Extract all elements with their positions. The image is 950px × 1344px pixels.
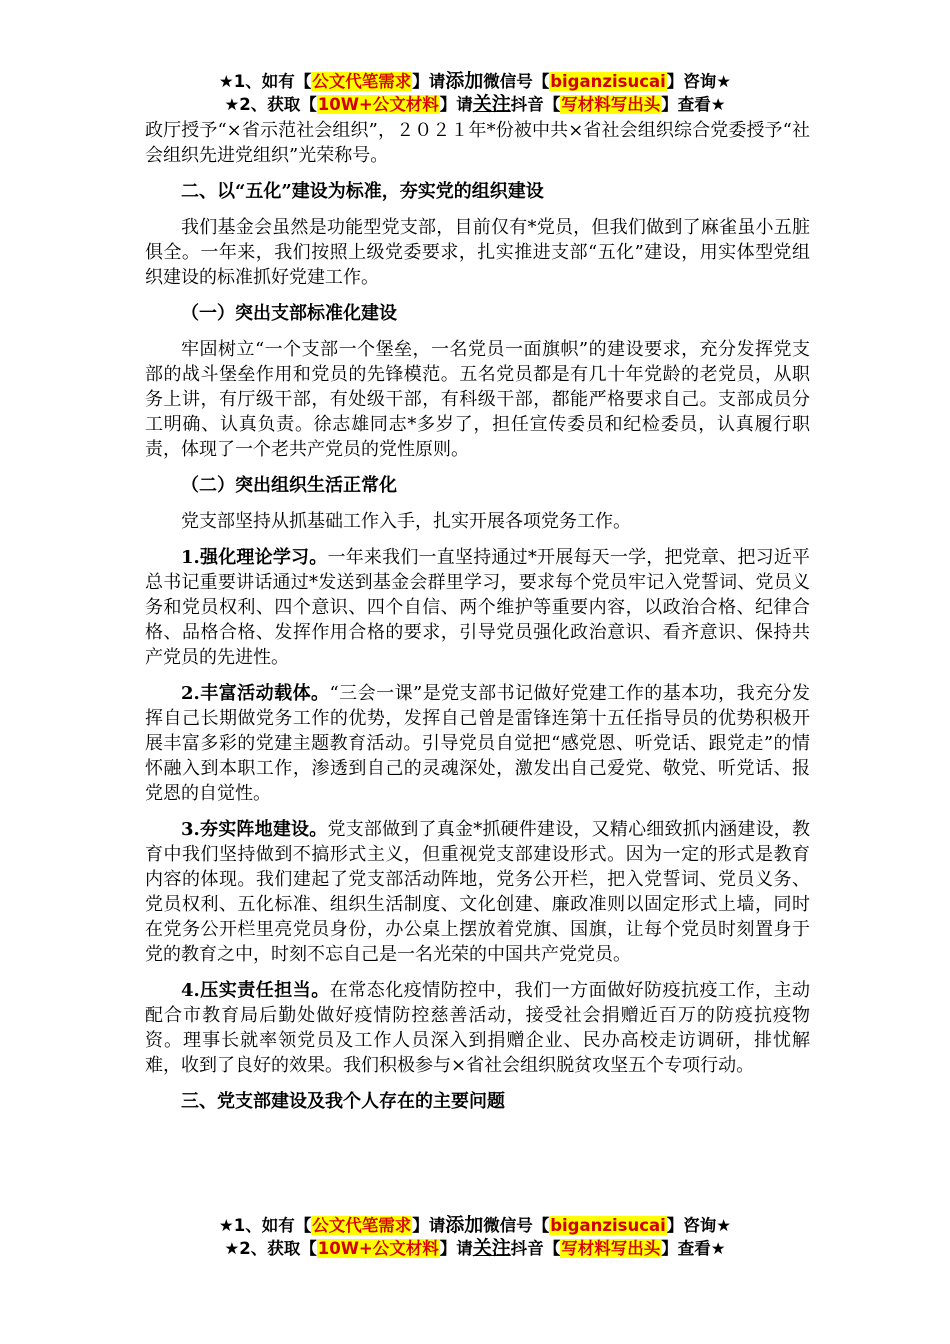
footer-banner xyxy=(0,1214,950,1260)
banner-line-2 xyxy=(0,93,950,116)
subsection-heading-1: （一）突出支部标准化建设 xyxy=(181,303,397,324)
banner-text: 】咨询★ xyxy=(666,72,732,91)
banner-emphasis: 关注 xyxy=(472,93,511,115)
list-item-text: “三会一课”是党支部书记做好党建工作的基本功，我充分发挥自己长期做党务工作的优势，发挥自己曾是雷锋连第十五任指导员的优势积极开展丰富多彩的党建主题教育活动。引导党员自觉把“感党恩、听党话、跟党走”的情怀融入到本职工作，渗透到自己的灵魂深处，激发出自己爱党、敬党、听党话、报党恩的自觉性。 xyxy=(145,683,810,804)
section-heading-3: 三、党支部建设及我个人存在的主要问题 xyxy=(181,1091,505,1112)
banner-line-1 xyxy=(0,1214,950,1237)
banner-text: ★2、获取【 xyxy=(224,1239,317,1258)
banner-text: ★2、获取【 xyxy=(224,95,317,114)
highlight-wechat-id: biganzisucai xyxy=(550,1216,666,1235)
banner-text: 】请 xyxy=(439,95,473,114)
list-item-text: 党支部做到了真金*抓硬件建设，又精心细致抓内涵建设，教育中我们坚持做到不搞形式主义，但重视党支部建设形式。因为一定的形式是教育内容的体现。我们建起了党支部活动阵地，党务公开栏，把入党誓词、党员义务、党员权利、五化标准、组织生活制度、文化创建、廉政准则以固定形式上墙，同时在党务公开栏里亮党员身份，办公桌上摆放着党旗、国旗，让每个党员时刻置身于党的教育之中，时刻不忘自己是一名光荣的中国共产党党员。 xyxy=(145,819,811,965)
paragraph: 牢固树立“一个支部一个堡垒，一名党员一面旗帜”的建设要求，充分发挥党支部的战斗堡垒作用和党员的先锋模范。五名党员都是有几十年党龄的老党员，从职务上讲，有厅级干部，有处级干部，有科级干部，都能严格要求自己。支部成员分工明确、认真负责。徐志雄同志*多岁了，担任宣传委员和纪检委员，认真履行职责，体现了一个老共产党员的党性原则。 xyxy=(145,339,810,460)
list-item-text: 一年来我们一直坚持通过*开展每天一学，把党章、把习近平总书记重要讲话通过*发送到基金会群里学习，要求每个党员牢记入党誓词、党员义务和党员权利、四个意识、四个自信、两个维护等重要内容，以政治合格、纪律合格、品格合格、发挥作用合格的要求，引导党员强化政治意识、看齐意识、保持共产党员的先进性。 xyxy=(145,547,811,668)
list-item-lead: 2.丰富活动载体。 xyxy=(181,683,330,704)
banner-emphasis: 添加 xyxy=(445,1214,484,1236)
highlight-douyin: 写材料写出头 xyxy=(561,1239,661,1258)
paragraph: 我们基金会虽然是功能型党支部，目前仅有*党员，但我们做到了麻雀虽小五脏俱全。一年来，我们按照上级党委要求，扎实推进支部“五化”建设，用实体型党组织建设的标准抓好党建工作。 xyxy=(145,217,810,288)
banner-text: 】查看★ xyxy=(661,95,726,114)
banner-text: 】查看★ xyxy=(661,1239,726,1258)
list-item-lead: 1.强化理论学习。 xyxy=(181,547,328,568)
list-item xyxy=(145,545,810,670)
highlight-douyin: 写材料写出头 xyxy=(561,95,661,114)
list-item xyxy=(145,817,810,967)
banner-text: 】请 xyxy=(412,1216,446,1235)
subsection-heading-2: （二）突出组织生活正常化 xyxy=(181,475,397,496)
list-item-lead: 4.压实责任担当。 xyxy=(181,980,330,1001)
banner-line-1 xyxy=(0,70,950,93)
highlight-materials: 10W+公文材料 xyxy=(317,1239,439,1258)
paragraph-continued: 政厅授予“×省示范社会组织”，２０２１年*份被中共×省社会组织综合党委授予“社会组织先进党组织”光荣称号。 xyxy=(145,120,810,166)
list-item-lead: 3.夯实阵地建设。 xyxy=(181,819,328,840)
header-banner xyxy=(0,70,950,116)
banner-emphasis: 关注 xyxy=(472,1237,511,1259)
banner-text: ★1、如有【 xyxy=(218,1216,312,1235)
banner-text: ★1、如有【 xyxy=(218,72,312,91)
banner-text: 微信号【 xyxy=(483,72,550,91)
list-item xyxy=(145,978,810,1078)
document-body xyxy=(145,118,810,1125)
banner-text: 抖音【 xyxy=(510,95,561,114)
banner-text: 】请 xyxy=(439,1239,473,1258)
banner-text: 】咨询★ xyxy=(666,1216,732,1235)
banner-line-2 xyxy=(0,1237,950,1260)
banner-text: 】请 xyxy=(412,72,446,91)
banner-emphasis: 添加 xyxy=(445,70,484,92)
banner-text: 抖音【 xyxy=(510,1239,561,1258)
highlight-wechat-id: biganzisucai xyxy=(550,72,666,91)
banner-text: 微信号【 xyxy=(483,1216,550,1235)
highlight-materials: 10W+公文材料 xyxy=(317,95,439,114)
section-heading-2: 二、以“五化”建设为标准，夯实党的组织建设 xyxy=(181,181,544,202)
paragraph: 党支部坚持从抓基础工作入手，扎实开展各项党务工作。 xyxy=(181,511,631,532)
list-item xyxy=(145,681,810,806)
list-item-text: 在常态化疫情防控中，我们一方面做好防疫抗疫工作，主动配合市教育局后勤处做好疫情防控慈善活动，接受社会捐赠近百万的防疫抗疫物资。理事长就率领党员及工作人员深入到捐赠企业、民办高校走访调研，排忧解难，收到了良好的效果。我们积极参与×省社会组织脱贫攻坚五个专项行动。 xyxy=(145,980,810,1076)
highlight-service: 公文代笔需求 xyxy=(312,72,412,91)
highlight-service: 公文代笔需求 xyxy=(312,1216,412,1235)
